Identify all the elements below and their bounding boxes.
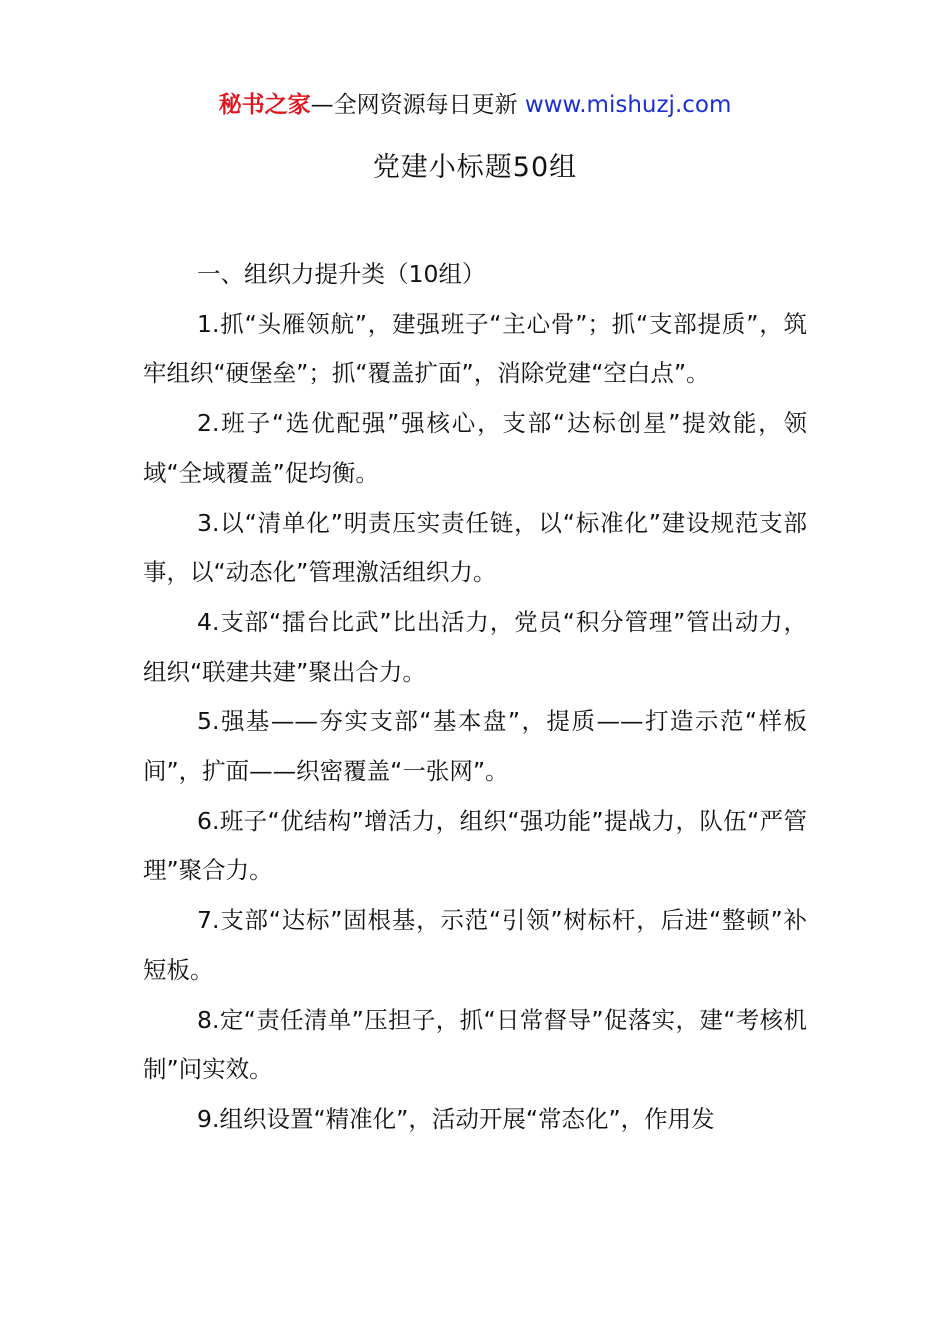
paragraph-5: 5.强基——夯实支部“基本盘”，提质——打造示范“样板间”，扩面——织密覆盖“一张网”。 [143,707,807,786]
site-brand: 秘书之家 [218,92,311,118]
paragraph-1: 1.抓“头雁领航”，建强班子“主心骨”；抓“支部提质”，筑牢组织“硬堡垒”；抓“覆盖扩面”，消除党建“空白点”。 [143,309,807,388]
section-heading: 一、组织力提升类（10组） [197,260,486,288]
paragraph-2: 2.班子“选优配强”强核心，支部“达标创星”提效能，领域“全域覆盖”促均衡。 [143,409,807,487]
paragraph-3: 3.以“清单化”明责压实责任链，以“标准化”建设规范支部事，以“动态化”管理激活组织力。 [143,508,807,587]
paragraph-7: 7.支部“达标”固根基，示范“引领”树标杆，后进“整顿”补短板。 [143,906,807,984]
paragraph-9: 9.组织设置“精准化”，活动开展“常态化”，作用发 [197,1104,715,1133]
site-tagline: —全网资源每日更新 [310,92,525,118]
paragraph-6: 6.班子“优结构”增活力，组织“强功能”提战力，队伍“严管理”聚合力。 [143,806,807,885]
document-title: 党建小标题50组 [372,152,578,183]
paragraph-8: 8.定“责任清单”压担子，抓“日常督导”促落实，建“考核机制”问实效。 [143,1005,807,1084]
document-body [143,250,807,1145]
paragraph-4: 4.支部“擂台比武”比出活力，党员“积分管理”管出动力，组织“联建共建”聚出合力。 [143,607,807,686]
site-header [0,88,950,122]
site-url[interactable]: www.mishuzj.com [524,92,732,118]
